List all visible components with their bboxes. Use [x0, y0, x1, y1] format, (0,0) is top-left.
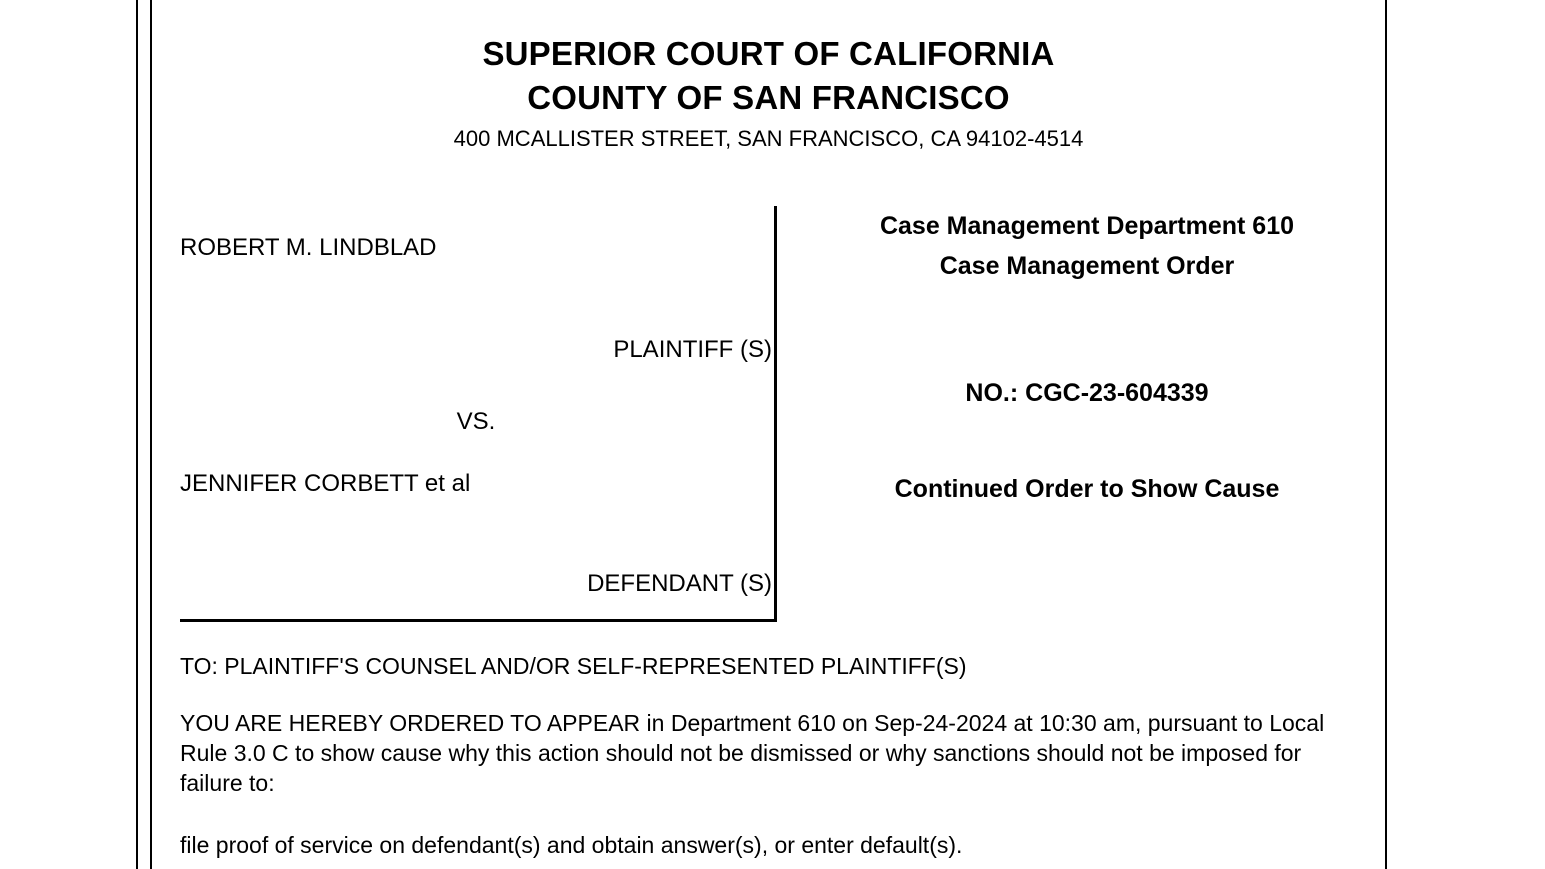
caption-horizontal-divider [180, 619, 777, 622]
order-title: Continued Order to Show Cause [894, 475, 1280, 503]
caption-parties [180, 206, 772, 621]
failure-item: file proof of service on defendant(s) and obtain answer(s), or enter default(s). [180, 832, 963, 858]
plaintiff-name: ROBERT M. LINDBLAD [180, 234, 437, 261]
order-paragraph: YOU ARE HEREBY ORDERED TO APPEAR in Department 610 on Sep-24-2024 at 10:30 am, pursuant to Local Rule 3.0 C to show cause why this action should not be dismissed or why sanctions should not be imposed for failure to: [180, 710, 1325, 796]
court-name-line-2: COUNTY OF SAN FRANCISCO [527, 79, 1010, 116]
case-caption [152, 206, 1385, 621]
caption-vertical-divider [774, 206, 777, 621]
page-border-left-outer [136, 0, 138, 869]
defendant-role-label: DEFENDANT (S) [587, 570, 772, 597]
department-line-2: Case Management Order [939, 252, 1235, 280]
court-header [152, 0, 1385, 154]
plaintiff-role-label: PLAINTIFF (S) [613, 336, 772, 363]
page-border-right [1385, 0, 1387, 869]
court-name-line-1: SUPERIOR COURT OF CALIFORNIA [482, 35, 1055, 72]
department-line-1: Case Management Department 610 [879, 212, 1295, 240]
addressee-line: TO: PLAINTIFF'S COUNSEL AND/OR SELF-REPRESENTED PLAINTIFF(S) [180, 653, 967, 679]
caption-order-info [792, 206, 1382, 506]
versus-label: VS. [456, 408, 496, 435]
document-body [152, 651, 1385, 860]
document-content [152, 0, 1385, 869]
case-number: NO.: CGC-23-604339 [965, 379, 1209, 407]
court-address: 400 MCALLISTER STREET, SAN FRANCISCO, CA 94102-4514 [453, 126, 1084, 151]
defendant-name: JENNIFER CORBETT et al [180, 470, 471, 497]
